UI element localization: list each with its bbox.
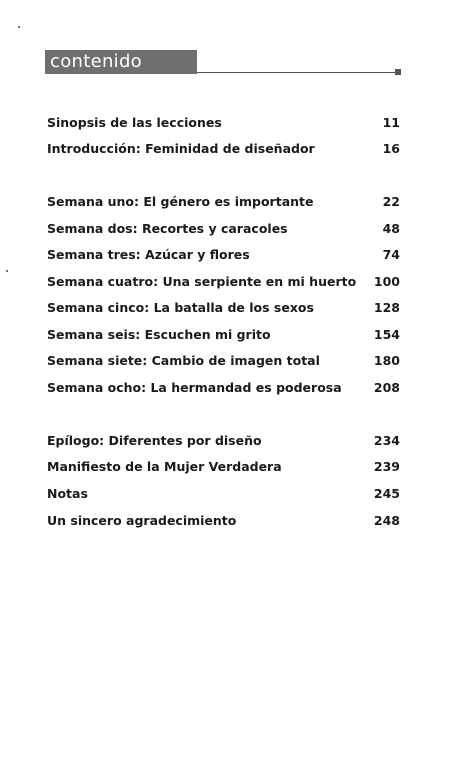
toc-entry-title: Semana uno: El género es importante [47, 194, 314, 209]
toc-entry-page: 22 [382, 194, 400, 209]
toc-entry [47, 457, 400, 477]
toc-entry-page: 234 [373, 433, 400, 448]
toc-entry-title: Semana ocho: La hermandad es poderosa [47, 380, 342, 395]
toc-entry [47, 511, 400, 531]
toc-entry [47, 298, 400, 318]
toc-entry-title: Epílogo: Diferentes por diseño [47, 433, 262, 448]
toc-entry-page: 239 [373, 459, 400, 474]
toc-entry-title: Semana seis: Escuchen mi grito [47, 327, 271, 342]
toc-entry-title: Un sincero agradecimiento [47, 513, 237, 528]
toc-entry-page: 248 [373, 513, 400, 528]
toc-entry [47, 484, 400, 504]
toc-entry-page: 100 [373, 274, 400, 289]
toc-entry-title: Manifiesto de la Mujer Verdadera [47, 459, 282, 474]
toc-entry [47, 351, 400, 371]
toc-entry [47, 139, 400, 159]
toc-entry-page: 245 [373, 486, 400, 501]
toc-entry [47, 325, 400, 345]
toc-entry-page: 48 [382, 221, 400, 236]
toc-entry-title: Introducción: Feminidad de diseñador [47, 141, 315, 156]
page-title: contenido [50, 51, 142, 72]
toc-entry [47, 272, 400, 292]
toc-entry-page: 208 [373, 380, 400, 395]
toc-entry-title: Notas [47, 486, 88, 501]
toc-entry-title: Semana dos: Recortes y caracoles [47, 221, 288, 236]
toc-entry [47, 378, 400, 398]
toc-entry-title: Semana tres: Azúcar y flores [47, 247, 250, 262]
toc-entry-title: Semana cinco: La batalla de los sexos [47, 300, 314, 315]
toc-entry-page: 16 [382, 141, 400, 156]
toc-entry [47, 219, 400, 239]
toc-entry [47, 431, 400, 451]
toc-entry-title: Semana cuatro: Una serpiente en mi huerto [47, 274, 357, 289]
toc-entry-page: 180 [373, 353, 400, 368]
toc-entry-title: Sinopsis de las lecciones [47, 115, 222, 130]
scan-speck [6, 270, 8, 272]
scan-speck [18, 26, 20, 28]
toc-entry-page: 154 [373, 327, 400, 342]
toc-entry-page: 74 [382, 247, 400, 262]
toc-entry-title: Semana siete: Cambio de imagen total [47, 353, 320, 368]
toc-entry-page: 128 [373, 300, 400, 315]
toc-entry [47, 192, 400, 212]
toc-entry [47, 245, 400, 265]
toc-entry-page: 11 [382, 115, 400, 130]
toc-entry [47, 113, 400, 133]
